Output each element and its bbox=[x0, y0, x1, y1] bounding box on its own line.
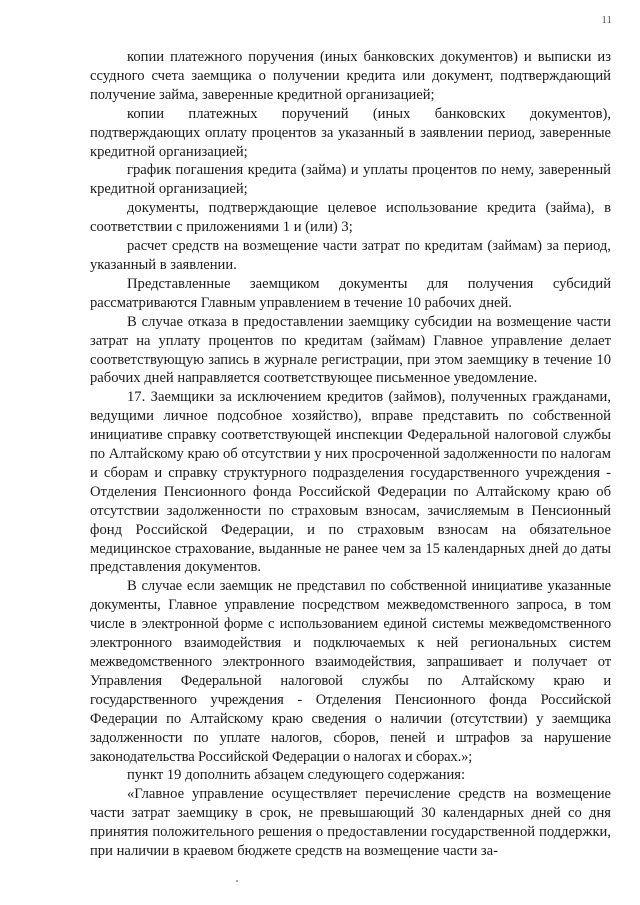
paragraph-payment-orders-copies: копии платежных поручений (иных банковских документов), подтверждающих оплату процентов за указанный в заявлении период, заверенные кредитной организацией; bbox=[90, 105, 611, 160]
page-number: 11 bbox=[601, 14, 612, 26]
paragraph-interagency-request: В случае если заемщик не представил по собственной инициативе указанные документы, Главное управление посредством межведомственного запроса, в том числе в электронной форме с использованием единой системы межведомственного электронного взаимодействия и подключаемых к ней региональных систем межведомственного электронного взаимодействия, запрашивает и получает от Управления Федеральной налоговой службы по Алтайскому краю и государственного учреждения - Отделения Пенсионного фонда Российской Федерации по Алтайскому краю сведения о наличии (отсутствии) у заемщика задолженности по уплате налогов, сборов, пеней и штрафов за нарушение законодательства Российской Федерации о налогах и сборах.»; bbox=[90, 578, 611, 765]
paragraph-bank-documents-copies: копии платежного поручения (иных банковских документов) и выписки из ссудного счета заемщика о получении кредита или документ, подтверждающий получение займа, заверенные кредитной организацией; bbox=[90, 49, 611, 103]
scan-dot bbox=[236, 880, 238, 882]
paragraph-transfer-terms: «Главное управление осуществляет перечисление средств на возмещение части затрат заемщику в срок, не превышающий 30 календарных дней со дня принятия положительного решения о предоставлении государственной поддержки, при наличии в краевом бюджете средств на возмещение части за- bbox=[90, 786, 611, 860]
paragraph-review-period: Представленные заемщиком документы для получения субсидий рассматриваются Главным управлением в течение 10 рабочих дней. bbox=[90, 275, 611, 311]
paragraph-item-17: 17. Заемщики за исключением кредитов (займов), полученных гражданами, ведущими личное подсобное хозяйство), вправе представить по собственной инициативе справку соответствующей инспекции Федеральной налоговой службы по Алтайскому краю об отсутствии у них просроченной задолженности по налогам и сборам и справку структурного подразделения государственного учреждения - Отделения Пенсионного фонда Российской Федерации по Алтайскому краю об отсутствии задолженности по страховым взносам, зачисляемым в Пенсионный фонд Российской Федерации, и по страховым взносам на обязательное медицинское страхование, выданные не ранее чем за 15 календарных дней до даты представления документов. bbox=[90, 389, 611, 576]
document-body bbox=[90, 48, 611, 861]
paragraph-item-19-amendment: пункт 19 дополнить абзацем следующего содержания: bbox=[127, 767, 466, 784]
paragraph-repayment-schedule: график погашения кредита (займа) и уплаты процентов по нему, заверенный кредитной организацией; bbox=[90, 162, 611, 198]
paragraph-refusal-notice: В случае отказа в предоставлении заемщику субсидии на возмещение части затрат на уплату процентов по кредитам (займам) Главное управление делает соответствующую запись в журнале регистрации, при этом заемщику в течение 10 рабочих дней направляется соответствующее письменное уведомление. bbox=[90, 313, 611, 387]
paragraph-cost-calculation: расчет средств на возмещение части затрат по кредитам (займам) за период, указанный в заявлении. bbox=[90, 238, 611, 273]
paragraph-target-use-documents: документы, подтверждающие целевое использование кредита (займа), в соответствии с приложениями 1 и (или) 3; bbox=[90, 200, 611, 236]
